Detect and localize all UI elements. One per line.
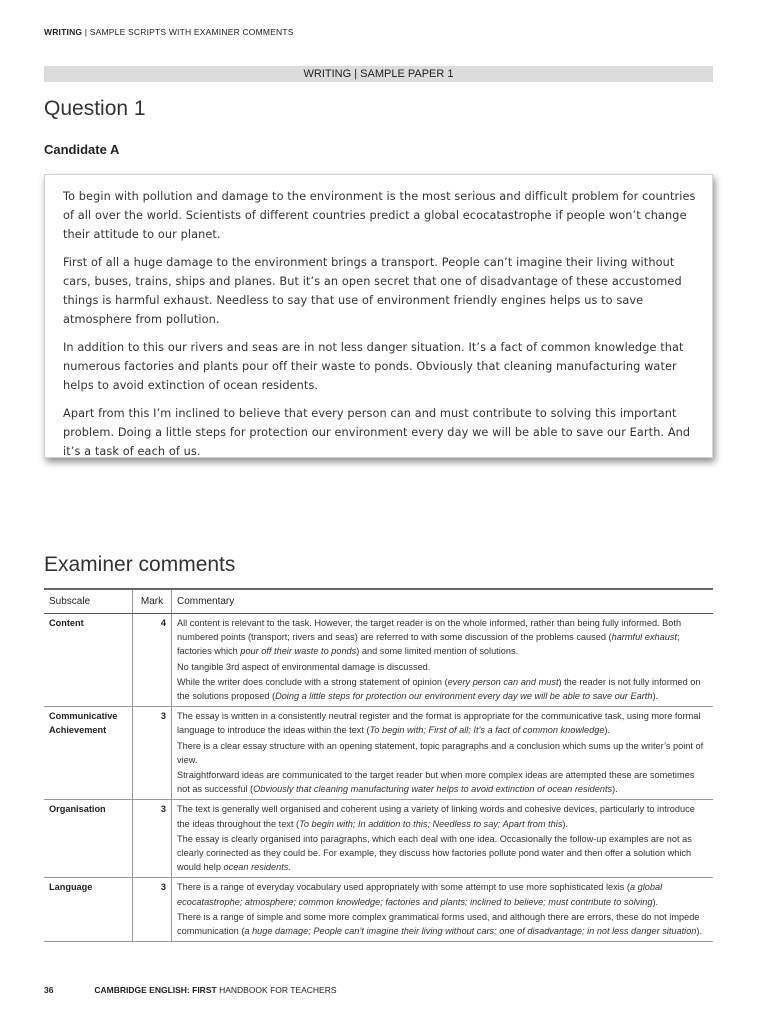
table-header-row — [44, 589, 713, 614]
script-paragraph-2: First of all a huge damage to the environment brings a transport. People can’t imagine their living without cars, buses, trains, ships and planes. But it’s an open secret that one of disadvantage of these accustomed things is harmful exhaust. Needless to say that use of environment friendly engines helps us to save atmosphere from pollution. — [63, 256, 682, 326]
mark-cell: 3 — [133, 800, 172, 878]
running-header-separator: | — [84, 27, 88, 37]
commentary-paragraph: The essay is written in a consistently neutral register and the format is appropriate for the communicative task, using more formal language to introduce the ideas within the text (To begin with; First of all; It’s a fact of common knowledge). — [177, 711, 701, 736]
script-paragraph-4: Apart from this I’m inclined to believe that every person can and must contribute to solving this important problem. Doing a little steps for protection our environment every day we will be able to save our Earth. And it’s a task of each of us. — [63, 407, 691, 458]
page-number: 36 — [44, 985, 54, 995]
header-mark: Mark — [133, 589, 172, 614]
mark-cell: 3 — [133, 878, 172, 942]
commentary-paragraph: No tangible 3rd aspect of environmental damage is discussed. — [177, 661, 431, 672]
subscale-cell: Communicative Achievement — [44, 707, 133, 800]
header-commentary: Commentary — [172, 589, 714, 614]
commentary-paragraph: There is a range of everyday vocabulary used appropriately with some attempt to use more sophisticated lexis (a global ecocatastrophe; atmosphere; common knowledge; factories and plants; inclined to believe; must contribute to solving). — [177, 882, 663, 907]
commentary-paragraph: While the writer does conclude with a strong statement of opinion (every person can and must) the reader is not fully informed on the solutions proposed (Doing a little steps for protection our environment every day we will be able to save our Earth). — [177, 676, 701, 702]
header-subscale: Subscale — [44, 589, 133, 614]
running-header-section: WRITING — [44, 27, 83, 37]
subscale-cell: Content — [44, 614, 133, 707]
commentary-paragraph: There is a range of simple and some more complex grammatical forms used, and although there are errors, these do not impede communication (a huge damage; People can’t imagine their living without cars; one of disadvantage; in not less danger situation). — [177, 911, 703, 937]
script-paragraph-1: To begin with pollution and damage to the environment is the most serious and difficult problem for countries of all over the world. Scientists of different countries predict a global ecocatastrophe if people won’t change their attitude to our planet. — [63, 190, 696, 241]
footer-book-subtitle: HANDBOOK FOR TEACHERS — [219, 985, 337, 995]
script-paragraph-3: In addition to this our rivers and seas are in not less danger situation. It’s a fact of common knowledge that numerous factories and plants pour off their waste to ponds. Obviously that cleaning manufacturing water helps to avoid extinction of ocean residents. — [63, 341, 684, 392]
footer-book-title: CAMBRIDGE ENGLISH: FIRST — [94, 985, 217, 995]
question-title: Question 1 — [44, 97, 146, 120]
page-footer — [44, 985, 337, 995]
commentary-paragraph: The essay is clearly organised into paragraphs, which each deal with one idea. Occasionally the follow-up examples are not as clearly connected as they could be. For example, they discuss how factories pollute pond water and then offer a solution which would help ocean residents. — [177, 833, 692, 873]
commentary-paragraph: All content is relevant to the task. However, the target reader is on the whole informed, rather than being fully informed. Both numbered points (transport; rivers and seas) are referred to with some discussion of the problems caused (harmful exhaust; factories which pour off their waste to ponds) and some limited mention of solutions. — [177, 618, 682, 657]
section-bar-separator: | — [354, 68, 358, 80]
examiner-comments-title: Examiner comments — [44, 553, 236, 576]
section-bar-title: SAMPLE PAPER 1 — [360, 68, 454, 80]
mark-cell: 4 — [133, 614, 172, 707]
table-row — [44, 614, 713, 707]
subscale-cell: Organisation — [44, 800, 133, 878]
mark-cell: 3 — [133, 707, 172, 800]
commentary-cell — [172, 800, 714, 878]
commentary-cell — [172, 707, 714, 800]
running-header — [44, 27, 294, 37]
table-row — [44, 800, 713, 878]
section-bar — [44, 66, 713, 82]
candidate-label: Candidate A — [44, 142, 120, 157]
commentary-cell — [172, 614, 714, 707]
table-row — [44, 707, 713, 800]
table-body — [44, 614, 713, 942]
section-bar-section: WRITING — [303, 68, 352, 80]
commentary-paragraph: Straightforward ideas are communicated to the target reader but when more complex ideas are attempted these are sometimes not as successful (Obviously that cleaning manufacturing water helps to avoid extinction of ocean residents). — [177, 770, 695, 795]
commentary-cell — [172, 878, 714, 942]
candidate-script-box — [44, 174, 713, 458]
commentary-paragraph: The text is generally well organised and coherent using a variety of linking words and cohesive devices, particularly to introduce the ideas throughout the text (To begin with; In addition to this; Needless to say; Apart from this). — [177, 804, 695, 829]
examiner-comments-table — [44, 588, 713, 942]
running-header-title: SAMPLE SCRIPTS WITH EXAMINER COMMENTS — [89, 27, 294, 37]
table-row — [44, 878, 713, 942]
subscale-cell: Language — [44, 878, 133, 942]
commentary-paragraph: There is a clear essay structure with an opening statement, topic paragraphs and a conclusion which sums up the writer’s point of view. — [177, 740, 704, 765]
